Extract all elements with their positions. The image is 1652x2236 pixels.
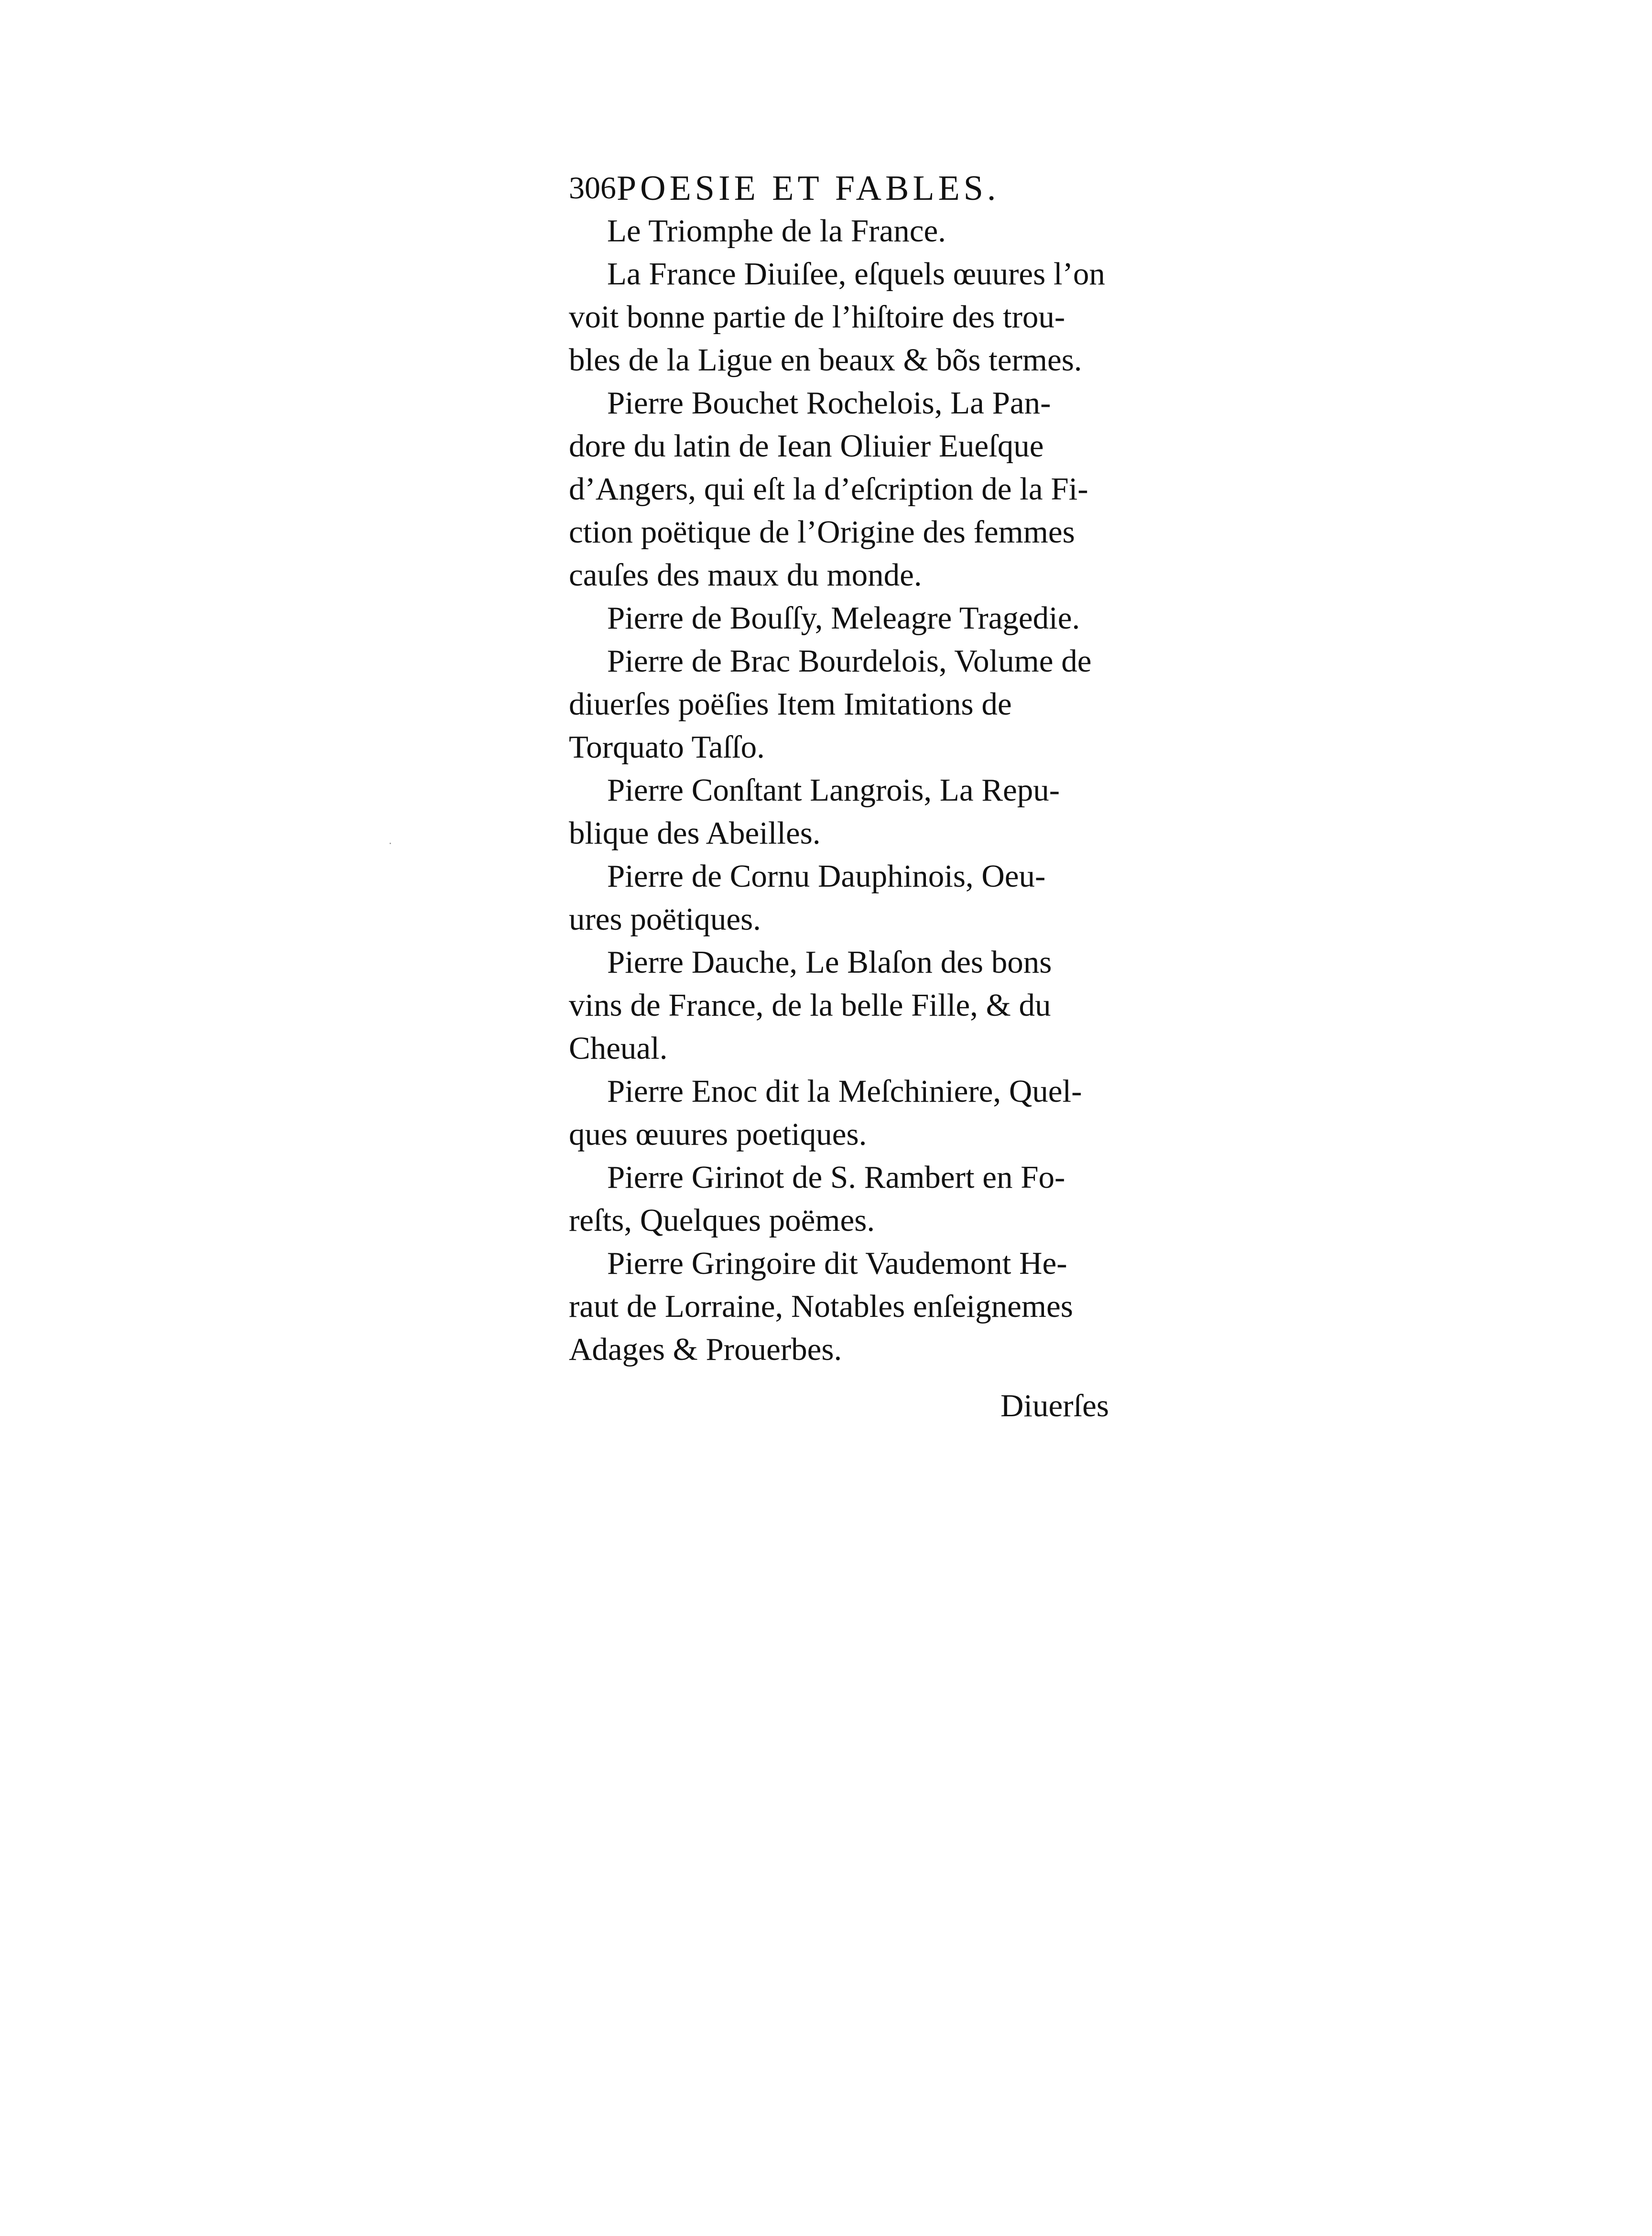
text-line: bles de la Ligue en beaux & bõs termes. <box>569 342 1082 378</box>
catchword: Diuerſes <box>1000 1388 1109 1423</box>
text-line: Pierre Conſtant Langrois, La Repu- <box>607 772 1060 808</box>
page-number: 306 <box>569 171 616 206</box>
text-line: blique des Abeilles. <box>569 815 821 851</box>
text-line: Torquato Taſſo. <box>569 729 765 765</box>
text-line: reſts, Quelques poëmes. <box>569 1203 875 1238</box>
text-line: Cheual. <box>569 1031 668 1066</box>
text-line: vins de France, de la belle Fille, & du <box>569 988 1051 1023</box>
text-line: dore du latin de Iean Oliuier Eueſque <box>569 428 1044 464</box>
text-line: d’Angers, qui eſt la d’eſcription de la Fi- <box>569 471 1088 507</box>
text-line: Pierre Girinot de S. Rambert en Fo- <box>607 1160 1065 1195</box>
text-line: Adages & Prouerbes. <box>569 1332 842 1367</box>
text-line: voit bonne partie de l’hiſtoire des trou- <box>569 299 1065 335</box>
text-line: diuerſes poëſies Item Imitations de <box>569 686 1012 722</box>
text-line: Pierre de Brac Bourdelois, Volume de <box>607 643 1092 679</box>
text-line: raut de Lorraine, Notables enſeignemes <box>569 1289 1073 1324</box>
text-block <box>569 167 1109 1427</box>
text-line: ures poëtiques. <box>569 901 761 937</box>
text-line: Pierre Enoc dit la Meſchiniere, Quel- <box>607 1074 1082 1109</box>
text-line: Pierre Dauche, Le Blaſon des bons <box>607 944 1052 980</box>
text-lines <box>569 209 1109 1371</box>
text-line: Pierre de Bouſſy, Meleagre Tragedie. <box>607 600 1080 636</box>
text-line: Pierre de Cornu Dauphinois, Oeu- <box>607 858 1046 894</box>
text-line: Pierre Bouchet Rochelois, La Pan- <box>607 385 1051 421</box>
running-head: POESIE ET FABLES. <box>617 169 1000 208</box>
margin-mark <box>390 843 391 844</box>
text-line: ques œuures poetiques. <box>569 1117 867 1152</box>
text-line: Le Triomphe de la France. <box>607 213 946 249</box>
text-line: ction poëtique de l’Origine des femmes <box>569 514 1075 550</box>
text-line: Pierre Gringoire dit Vaudemont He- <box>607 1246 1067 1281</box>
text-line: cauſes des maux du monde. <box>569 557 922 593</box>
text-line: La France Diuiſee, eſquels œuures l’on <box>607 256 1105 292</box>
page-header <box>569 167 1109 209</box>
